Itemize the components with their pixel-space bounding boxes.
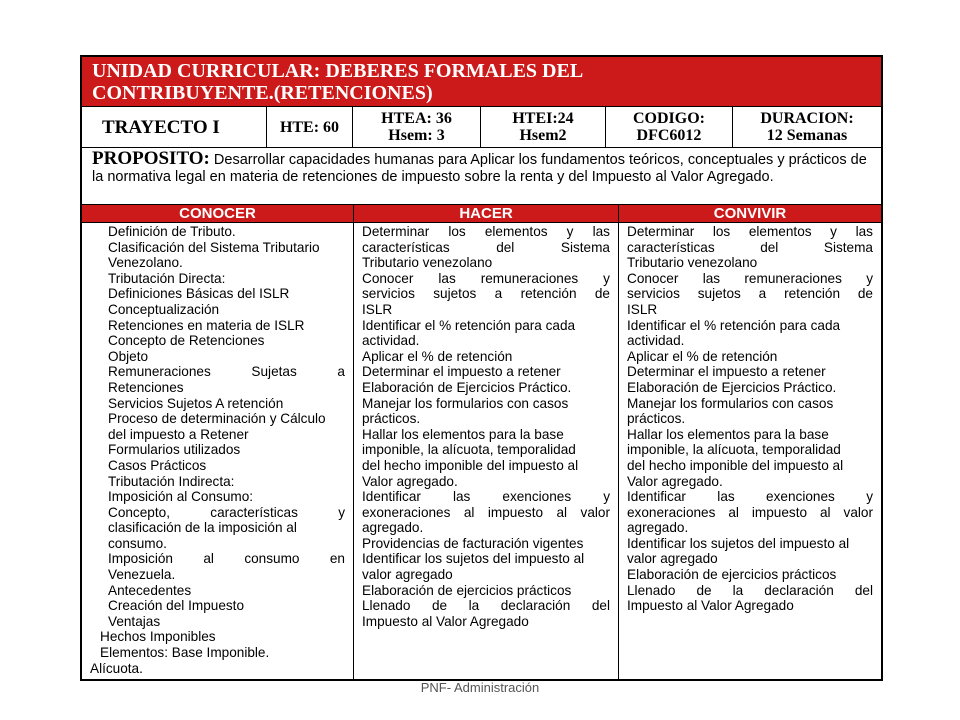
htea-cell — [353, 107, 481, 147]
list-item: agregado. — [627, 520, 689, 536]
list-item: Identificar los sujetos del impuesto al — [362, 551, 585, 567]
hacer-header: HACER — [354, 205, 618, 223]
list-item: Imposición al consumo en — [108, 551, 345, 567]
duracion-value: 12 Semanas — [766, 127, 848, 144]
list-item: del impuesto a Retener — [108, 426, 249, 442]
list-item: Determinar el impuesto a retener — [362, 364, 561, 380]
conocer-list — [82, 223, 353, 676]
list-item: Aplicar el % de retención — [362, 348, 513, 364]
list-item: Elaboración de Ejercicios Práctico. — [362, 379, 572, 395]
duracion-label: DURACION: — [760, 110, 854, 127]
unit-title-line-2: CONTRIBUYENTE.(RETENCIONES) — [92, 82, 433, 104]
list-item: Servicios Sujetos A retención — [108, 395, 284, 411]
list-item: Manejar los formularios con casos — [627, 395, 834, 411]
list-item: Conceptualización — [108, 301, 220, 317]
list-item: Definición de Tributo. — [108, 224, 236, 239]
list-item: exoneraciones al impuesto al valor — [362, 504, 610, 520]
list-item: Conocer las remuneraciones y — [627, 270, 873, 286]
codigo-cell — [606, 107, 733, 147]
duracion-cell — [733, 107, 881, 147]
conocer-column — [82, 205, 354, 681]
list-item: exoneraciones al impuesto al valor — [627, 504, 873, 520]
convivir-header: CONVIVIR — [619, 205, 881, 223]
footer-text: PNF- Administración — [420, 680, 540, 695]
curricular-table — [80, 55, 883, 681]
list-item: Alícuota. — [90, 660, 143, 676]
purpose-text: Desarrollar capacidades humanas para Aplicar los fundamentos teóricos, conceptuales y prácticos de la normativa legal en materia de retenciones de impuesto sobre la renta y del Impuesto al Valor Agregado. — [92, 152, 867, 185]
hacer-list — [354, 223, 618, 629]
htea-weekly: Hsem: 3 — [388, 127, 445, 144]
list-item: Formularios utilizados — [108, 442, 241, 458]
list-item: Llenado de la declaración del — [627, 582, 873, 598]
list-item: agregado. — [362, 520, 424, 536]
unit-title-line-1: UNIDAD CURRICULAR: DEBERES FORMALES DEL — [92, 60, 584, 82]
list-item: Clasificación del Sistema Tributario — [108, 239, 320, 255]
list-item: Determinar los elementos y las — [362, 224, 610, 239]
list-item: Hallar los elementos para la base — [362, 426, 564, 442]
list-item: Providencias de facturación vigentes — [362, 535, 584, 551]
convivir-column — [619, 205, 881, 681]
list-item: Remuneraciones Sujetas a — [108, 364, 345, 380]
list-item: Aplicar el % de retención — [627, 348, 778, 364]
list-item: características del Sistema — [627, 239, 873, 255]
list-item: Identificar el % retención para cada — [627, 317, 841, 333]
list-item: Venezolano. — [108, 255, 183, 271]
list-item: Hallar los elementos para la base — [627, 426, 829, 442]
list-item: Hechos Imponibles — [100, 629, 216, 645]
info-row — [82, 107, 881, 148]
list-item: Valor agregado. — [627, 473, 723, 489]
list-item: Proceso de determinación y Cálculo — [108, 411, 326, 427]
codigo-value: DFC6012 — [636, 127, 702, 144]
list-item: Elementos: Base Imponible. — [100, 645, 270, 661]
list-item: Determinar el impuesto a retener — [627, 364, 826, 380]
list-item: Casos Prácticos — [108, 457, 207, 473]
list-item: Definiciones Básicas del ISLR — [108, 286, 290, 302]
hacer-column — [354, 205, 619, 681]
list-item: Concepto de Retenciones — [108, 333, 265, 349]
purpose-label: PROPOSITO: — [92, 148, 210, 169]
list-item: Venezuela. — [108, 567, 176, 583]
list-item: Imposición al Consumo: — [108, 489, 254, 505]
list-item: Elaboración de ejercicios prácticos — [362, 582, 572, 598]
list-item: ISLR — [627, 301, 658, 317]
list-item: Ventajas — [108, 613, 161, 629]
list-item: imponible, la alícuota, temporalidad — [362, 442, 576, 458]
list-item: Impuesto al Valor Agregado — [627, 598, 794, 614]
list-item: Concepto, características y — [108, 504, 345, 520]
list-item: actividad. — [627, 333, 685, 349]
list-item: ISLR — [362, 301, 393, 317]
list-item: Tributario venezolano — [627, 255, 758, 271]
list-item: Tributación Directa: — [108, 270, 226, 286]
list-item: Elaboración de Ejercicios Práctico. — [627, 379, 837, 395]
list-item: Identificar las exenciones y — [627, 489, 873, 505]
list-item: Determinar los elementos y las — [627, 224, 873, 239]
list-item: Objeto — [108, 348, 149, 364]
list-item: del hecho imponible del impuesto al — [362, 457, 579, 473]
list-item: prácticos. — [362, 411, 421, 427]
list-item: del hecho imponible del impuesto al — [627, 457, 844, 473]
list-item: Llenado de la declaración del — [362, 598, 610, 614]
competency-columns — [82, 205, 881, 681]
list-item: Manejar los formularios con casos — [362, 395, 569, 411]
list-item: Impuesto al Valor Agregado — [362, 613, 529, 629]
list-item: clasificación de la imposición al — [108, 520, 297, 536]
list-item: Valor agregado. — [362, 473, 458, 489]
trayecto-cell: TRAYECTO I — [82, 107, 267, 147]
purpose-block — [82, 148, 881, 205]
htei-hours: HTEI:24 — [512, 110, 574, 127]
codigo-label: CODIGO: — [633, 110, 705, 127]
list-item: valor agregado — [362, 567, 453, 583]
htei-weekly: Hsem2 — [519, 127, 567, 144]
list-item: Identificar los sujetos del impuesto al — [627, 535, 850, 551]
list-item: Tributación Indirecta: — [108, 473, 235, 489]
unit-title — [82, 57, 881, 107]
htei-cell — [481, 107, 606, 147]
convivir-list — [619, 223, 881, 614]
list-item: actividad. — [362, 333, 420, 349]
list-item: Conocer las remuneraciones y — [362, 270, 610, 286]
list-item: servicios sujetos a retención de — [362, 286, 610, 302]
list-item: Creación del Impuesto — [108, 598, 245, 614]
list-item: prácticos. — [627, 411, 686, 427]
conocer-header: CONOCER — [82, 205, 353, 223]
list-item: Elaboración de ejercicios prácticos — [627, 567, 837, 583]
list-item: imponible, la alícuota, temporalidad — [627, 442, 841, 458]
hte-cell: HTE: 60 — [267, 107, 353, 147]
htea-hours: HTEA: 36 — [381, 110, 452, 127]
list-item: valor agregado — [627, 551, 718, 567]
list-item: Identificar el % retención para cada — [362, 317, 576, 333]
list-item: Retenciones en materia de ISLR — [108, 317, 305, 333]
list-item: Antecedentes — [108, 582, 192, 598]
list-item: Tributario venezolano — [362, 255, 493, 271]
list-item: servicios sujetos a retención de — [627, 286, 873, 302]
list-item: Identificar las exenciones y — [362, 489, 610, 505]
list-item: Retenciones — [108, 379, 184, 395]
list-item: consumo. — [108, 535, 167, 551]
list-item: características del Sistema — [362, 239, 610, 255]
